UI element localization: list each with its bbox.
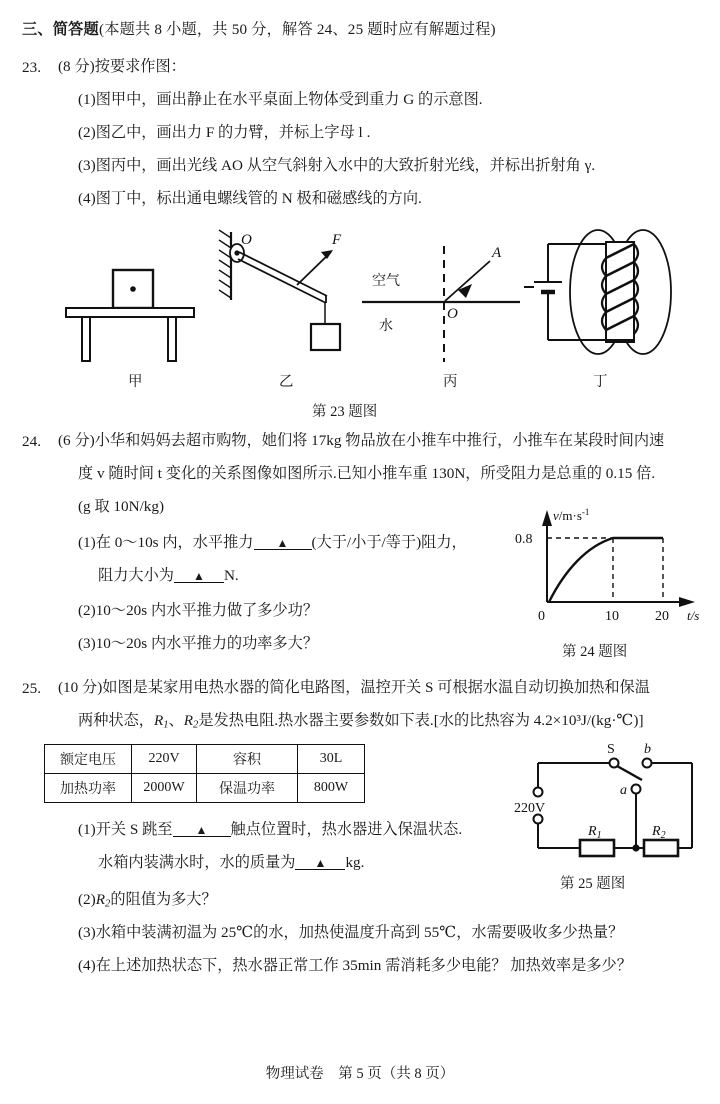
q25-figure-caption: 第 25 题图 — [560, 876, 626, 892]
q24-chart-ytick-0-8: 0.8 — [515, 532, 533, 547]
q25-sub-1b — [98, 855, 364, 870]
q24-chart-xtick-10: 10 — [605, 609, 619, 624]
q24-sub-1b-post: N. — [223, 567, 239, 584]
q25-circuit-contact-b-label: b — [644, 742, 651, 757]
figure-bing-air-label: 空气 — [372, 272, 400, 288]
q25-circuit-r2-label: $R_2$ — [652, 824, 666, 841]
q23-item-3: (3)图丙中，画出光线 AO 从空气斜射入水中的大致折射光线，并标出折射角 γ. — [78, 157, 596, 174]
q25-sub-2-prefix: (2) — [78, 891, 96, 908]
table-cell-keepwarm-power-value: 800W — [298, 774, 365, 803]
table-cell-heating-power-value: 2000W — [132, 774, 197, 803]
table-cell-rated-voltage-label: 额定电压 — [45, 745, 132, 774]
figure-yi-pivot-label: O — [241, 232, 252, 248]
q23-item-2: (2)图乙中，画出力 F 的力臂，并标上字母 l . — [78, 124, 371, 141]
q25-r2-inline: $R_2$ — [183, 712, 199, 731]
figure-label-yi: 乙 — [279, 374, 294, 390]
q24-line-3: (g 取 10N/kg) — [78, 498, 165, 515]
q25-answer-blank-2[interactable]: ▲ — [295, 857, 345, 870]
table-cell-capacity-value: 30L — [298, 745, 365, 774]
q24-sub-1a — [78, 535, 467, 550]
q25-circuit-diagram — [508, 735, 708, 870]
q25-r1-inline: $R_1$ — [153, 712, 169, 731]
q24-sub-1a-pre: (1)在 0～10s 内，水平推力 — [78, 534, 254, 551]
q25-sub-1a — [78, 822, 462, 837]
figure-label-jia: 甲 — [128, 374, 143, 390]
q25-line-2: 两种状态，$R_1$、$R_2$是发热电阻.热水器主要参数如下表.[水的比热容为 4.2×10³J/(kg·℃)] — [78, 712, 644, 731]
q25-sub-2 — [78, 892, 217, 910]
table-row — [45, 774, 365, 803]
table-cell-rated-voltage-value: 220V — [132, 745, 197, 774]
q24-chart-xtick-0: 0 — [538, 609, 545, 624]
q24-sub-1b-pre: 阻力大小为 — [98, 567, 174, 584]
q24-chart-xlabel: t/s — [687, 608, 700, 623]
q25-circuit-switch-label: S — [607, 742, 615, 757]
q25-answer-blank-1[interactable]: ▲ — [173, 824, 231, 837]
q24-answer-blank-2[interactable]: ▲ — [174, 570, 224, 583]
page-footer: 物理试卷 第 5 页（共 8 页） — [265, 1066, 455, 1082]
q25-line-2-post: 是发热电阻.热水器主要参数如下表.[水的比热容为 4.2×10³J/(kg·℃)] — [198, 712, 644, 729]
q25-sub-3: (3)水箱中装满初温为 25℃的水，加热使温度升高到 55℃，水需要吸收多少热量？ — [78, 924, 624, 941]
section-heading-bold: 三、简答题 — [22, 21, 99, 38]
q23-number: 23. — [22, 59, 41, 76]
q25-sub-4: (4)在上述加热状态下，热水器正常工作 35min 需消耗多少电能？ 加热效率是多少？ — [78, 957, 632, 974]
section-heading — [22, 18, 496, 39]
figure-bing-refraction — [358, 240, 528, 370]
section-heading-rest: (本题共 8 小题，共 50 分，解答 24、25 题时应有解题过程) — [98, 21, 496, 38]
q24-line-1: (6 分)小华和妈妈去超市购物，她们将 17kg 物品放在小推车中推行，小推车在某段时间内速 — [58, 432, 665, 449]
figure-yi-force-label: F — [332, 232, 342, 248]
table-row — [45, 745, 365, 774]
q25-parameter-table — [44, 744, 365, 803]
q24-sub-3: (3)10～20s 内水平推力的功率多大？ — [78, 635, 319, 652]
q25-number: 25. — [22, 680, 41, 697]
q25-sub-1b-post: kg. — [345, 854, 365, 871]
q25-circuit-source-label: 220V — [514, 801, 546, 816]
figure-bing-origin-label: O — [447, 306, 458, 322]
q25-line-2-pre: 两种状态， — [78, 712, 154, 729]
figure-yi-lever — [205, 228, 355, 368]
q25-sub-2-symbol: $R_2$ — [95, 891, 111, 910]
q25-sub-1b-pre: 水箱内装满水时，水的质量为 — [98, 854, 296, 871]
q24-number: 24. — [22, 433, 41, 450]
q23-figure-caption: 第 23 题图 — [312, 404, 378, 420]
figure-bing-ray-label: A — [492, 245, 502, 261]
q23-item-4: (4)图丁中，标出通电螺线管的 N 极和磁感线的方向. — [78, 190, 422, 207]
q24-line-2: 度 v 随时间 t 变化的关系图像如图所示.已知小推车重 130N，所受阻力是总重的 0.15 倍. — [78, 465, 656, 482]
q24-sub-1a-post: (大于/小于/等于)阻力， — [311, 534, 467, 551]
q25-line-1: (10 分)如图是某家用电热水器的简化电路图，温控开关 S 可根据水温自动切换加热和保温 — [58, 679, 650, 696]
figure-ding-solenoid — [520, 228, 688, 368]
figure-label-bing: 丙 — [443, 374, 458, 390]
table-cell-heating-power-label: 加热功率 — [45, 774, 132, 803]
q24-chart-ylabel: $v/m\cdot s^{-1}$ — [553, 507, 590, 523]
q24-velocity-time-chart — [495, 500, 710, 630]
q25-sub-2-text: 的阻值为多大？ — [110, 891, 217, 908]
figure-jia-table-with-block — [60, 262, 200, 372]
figure-bing-water-label: 水 — [379, 317, 393, 333]
q24-figure-caption: 第 24 题图 — [562, 644, 628, 660]
q25-sub-1a-pre: (1)开关 S 跳至 — [78, 821, 173, 838]
table-cell-capacity-label: 容积 — [197, 745, 298, 774]
q24-sub-1b — [98, 568, 239, 583]
q24-answer-blank-1[interactable]: ▲ — [254, 537, 312, 550]
q24-chart-xtick-20: 20 — [655, 609, 669, 624]
table-cell-keepwarm-power-label: 保温功率 — [197, 774, 298, 803]
q25-circuit-r1-label: $R_1$ — [588, 824, 602, 841]
q25-sub-1a-post: 触点位置时，热水器进入保温状态. — [230, 821, 463, 838]
q25-circuit-contact-a-label: a — [620, 783, 627, 798]
figure-label-ding: 丁 — [593, 374, 608, 390]
q24-sub-2: (2)10～20s 内水平推力做了多少功？ — [78, 602, 319, 619]
q23-item-1: (1)图甲中，画出静止在水平桌面上物体受到重力 G 的示意图. — [78, 91, 483, 108]
q23-stem: (8 分)按要求作图： — [58, 58, 186, 75]
